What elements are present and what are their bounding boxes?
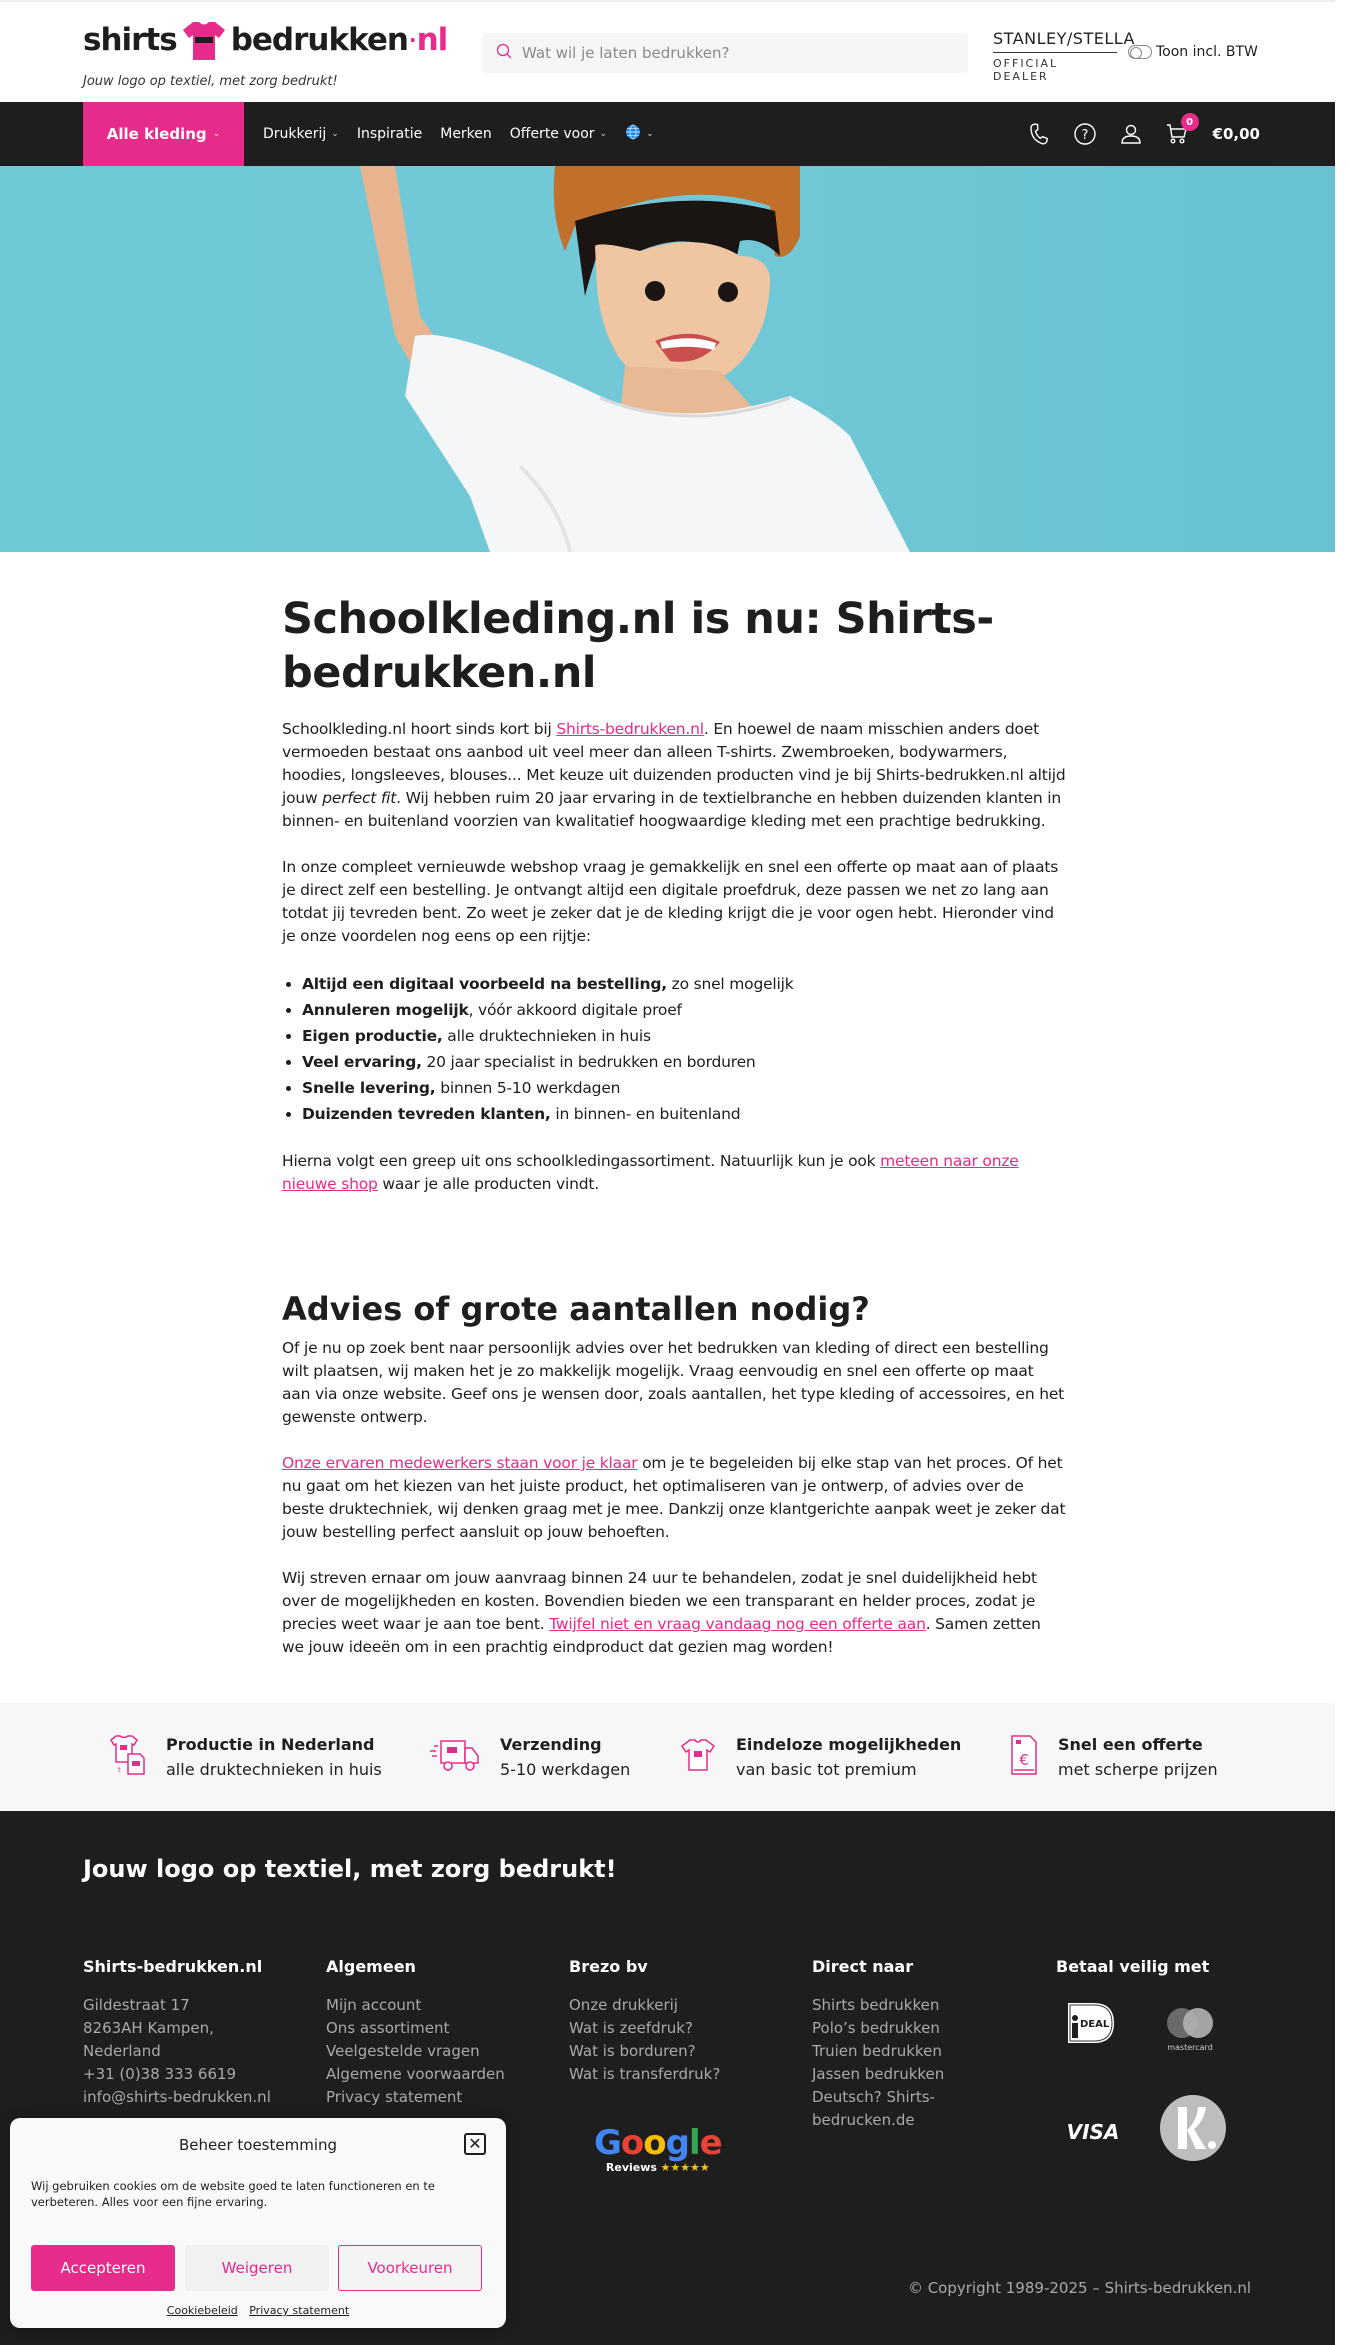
footer-column-direct — [812, 1957, 952, 2132]
usp-subtitle: van basic tot premium — [736, 1760, 917, 1779]
dealer-brand: STANLEY/STELLA — [993, 29, 1117, 53]
nav-item-label: Offerte voor — [509, 126, 595, 142]
text: Wij streven ernaar om jouw aanvraag binnen 24 uur te behandelen, zodat je snel duidelijkheid hebt over de mogelijkheden en kosten. Bovendien bieden we een transparant en helder proces, zodat je precies weet waar je aan toe bent. — [282, 1569, 1037, 1633]
stanley-stella-dealer-badge — [993, 29, 1135, 83]
page-title: Schoolkleding.nl is nu: Shirts-bedrukken.nl — [282, 594, 994, 698]
logo-text-tld: nl — [416, 22, 448, 58]
vat-toggle-label: Toon incl. BTW — [1156, 44, 1258, 60]
text: . En hoewel de naam misschien anders doet vermoeden bestaat ons aanbod uit veel meer dan alleen T-shirts. Zwembroeken, bodywarmers, hoodies, longsleeves, blouses... Met keuze uit duizenden producten vind je bij Shirts-bedrukken.nl altijd jouw — [282, 720, 1066, 807]
usp-possibilities — [680, 1735, 1010, 1779]
text: waar je alle producten vindt. — [377, 1175, 599, 1193]
phone-icon[interactable] — [1027, 122, 1051, 146]
usp-production — [110, 1734, 430, 1780]
accept-cookies-button[interactable]: Accepteren — [31, 2245, 175, 2291]
hero-child-illustration — [0, 166, 1335, 552]
footer-link[interactable]: Wat is transferdruk? — [569, 2065, 721, 2083]
main-content — [282, 552, 1066, 1659]
user-icon[interactable] — [1119, 122, 1143, 146]
shop-paragraph — [282, 1150, 1066, 1196]
benefit-title: Eigen productie, — [302, 1027, 443, 1045]
nav-language-selector[interactable] — [625, 124, 654, 144]
shirts-production-icon — [110, 1734, 146, 1780]
benefit-title: Altijd een digitaal voorbeeld na bestelling, — [302, 975, 667, 993]
text: . Wij hebben ruim 20 jaar ervaring in de textielbranche en hebben duizenden klanten in binnen- en buitenland voorzien van kwalitatief hoogwaardige kleding met een prachtige bedrukking. — [282, 789, 1062, 830]
svg-text:mastercard: mastercard — [1167, 2043, 1213, 2052]
euro-quote-icon — [1010, 1734, 1038, 1780]
benefit-title: Duizenden tevreden klanten, — [302, 1105, 551, 1123]
site-logo[interactable] — [83, 20, 447, 60]
footer-link[interactable]: Ons assortiment — [326, 2019, 450, 2037]
chevron-down-icon: ⌄ — [212, 129, 221, 139]
reviews-text: Reviews — [605, 2161, 657, 2174]
benefit-text: , vóór akkoord digitale proef — [468, 1001, 682, 1019]
logo-text-shirts: shirts — [83, 22, 177, 58]
logo-text-bedrukken: bedrukken — [230, 22, 408, 58]
nav-actions — [1027, 102, 1260, 166]
deny-cookies-button[interactable]: Weigeren — [185, 2245, 329, 2291]
usp-title: Snel een offerte — [1058, 1735, 1203, 1754]
footer-slogan: Jouw logo op textiel, met zorg bedrukt! — [83, 1855, 617, 1883]
footer-address-country: Nederland — [83, 2042, 161, 2060]
usp-subtitle: met scherpe prijzen — [1058, 1760, 1218, 1779]
benefit-item — [302, 1023, 1066, 1049]
usp-text — [1058, 1735, 1218, 1779]
copyright: © Copyright 1989-2025 – Shirts-bedrukken.nl — [907, 2279, 1251, 2297]
benefit-title: Annuleren mogelijk — [302, 1001, 469, 1019]
cart-total[interactable]: €0,00 — [1212, 125, 1260, 143]
google-logo: Google — [594, 2123, 722, 2163]
benefits-list — [282, 971, 1066, 1127]
cookie-policy-link[interactable]: Cookiebeleid — [166, 2304, 238, 2317]
tshirt-logo-icon — [181, 20, 227, 60]
usp-shipping — [430, 1735, 680, 1779]
cookie-dialog-links — [10, 2304, 506, 2317]
usp-text — [166, 1735, 382, 1779]
advice-paragraph-3 — [282, 1567, 1066, 1659]
footer-heading: Betaal veilig met — [1056, 1957, 1210, 1976]
nav-item-offerte-voor[interactable] — [510, 126, 607, 142]
footer-link[interactable]: Algemene voorwaarden — [326, 2065, 505, 2083]
delivery-truck-icon — [430, 1738, 480, 1776]
benefit-text: binnen 5-10 werkdagen — [435, 1079, 621, 1097]
request-quote-link[interactable]: Twijfel niet en vraag vandaag nog een offerte aan — [549, 1615, 926, 1633]
new-shop-link[interactable]: meteen naar onze nieuwe shop — [282, 1152, 1019, 1193]
benefit-text: alle druktechnieken in huis — [442, 1027, 651, 1045]
shirts-bedrukken-link[interactable]: Shirts-bedrukken.nl — [556, 720, 704, 738]
vat-toggle[interactable] — [1128, 44, 1258, 60]
text: om je te begeleiden bij elke stap van het proces. Of het nu gaat om het kiezen van het juiste product, het optimaliseren van je ontwerp, of advies over de beste druktechniek, wij denken graag met je mee. Dankzij onze klantgerichte aanpak weet je zeker dat jouw bestelling perfect aansluit op jouw behoeften. — [282, 1454, 1066, 1541]
footer-heading: Shirts-bedrukken.nl — [83, 1957, 263, 1976]
footer-heading: Algemeen — [326, 1957, 416, 1976]
cookie-dialog-title: Beheer toestemming — [178, 2136, 338, 2154]
footer-phone-link[interactable]: +31 (0)38 333 6619 — [83, 2065, 237, 2083]
benefit-item — [302, 1049, 1066, 1075]
google-reviews-label — [594, 2161, 722, 2174]
footer-link[interactable]: Wat is borduren? — [569, 2042, 696, 2060]
svg-text:?: ? — [1081, 128, 1088, 143]
footer-link[interactable]: Veelgestelde vragen — [326, 2042, 480, 2060]
text: Hierna volgt een greep uit ons schoolkledingassortiment. Natuurlijk kun je ook — [282, 1152, 881, 1170]
footer-link[interactable]: Truien bedrukken — [812, 2042, 942, 2060]
footer-column-payment — [1056, 1957, 1256, 1994]
benefit-text: zo snel mogelijk — [666, 975, 794, 993]
cookie-dialog-message: Wij gebruiken cookies om de website goed te laten functioneren en te verbeteren. Alles voor een fijne ervaring. — [31, 2179, 435, 2209]
nav-menu — [263, 102, 654, 166]
nav-all-clothing-label: Alle kleding — [106, 125, 207, 143]
ideal-logo-icon — [1064, 1999, 1118, 2051]
dealer-label: OFFICIAL DEALER — [993, 57, 1059, 83]
nav-all-clothing-button[interactable] — [83, 102, 244, 166]
footer-link[interactable]: Polo’s bedrukken — [812, 2019, 940, 2037]
footer-link[interactable]: Jassen bedrukken — [812, 2065, 945, 2083]
nav-item-label: Drukkerij — [263, 126, 327, 142]
footer-column-brezo — [569, 1957, 799, 2086]
footer-link[interactable]: Wat is zeefdruk? — [569, 2019, 693, 2037]
cookie-consent-dialog — [10, 2118, 506, 2328]
nav-item-label: Inspiratie — [356, 126, 423, 142]
footer-column-company — [83, 1957, 313, 2109]
nav-item-inspiratie[interactable] — [357, 126, 422, 142]
mastercard-logo-icon — [1158, 2005, 1222, 2057]
close-icon[interactable]: ✕ — [464, 2133, 486, 2155]
usp-subtitle: 5-10 werkdagen — [500, 1760, 631, 1779]
spacer — [282, 1219, 1066, 1289]
footer-address-street: Gildestraat 17 — [83, 1996, 190, 2014]
cart-count-badge: 0 — [1181, 113, 1199, 131]
emphasis: perfect fit — [322, 789, 397, 807]
usp-title: Eindeloze mogelijkheden — [736, 1735, 962, 1754]
benefit-item — [302, 971, 1066, 997]
privacy-statement-link[interactable]: Privacy statement — [249, 2304, 350, 2317]
footer-heading: Brezo bv — [569, 1957, 648, 1976]
main-nav — [0, 102, 1335, 166]
text: Schoolkleding.nl hoort sinds kort bij — [282, 720, 557, 738]
chevron-down-icon: ⌄ — [331, 129, 339, 139]
benefit-text: in binnen- en buitenland — [550, 1105, 741, 1123]
benefit-title: Snelle levering, — [302, 1079, 436, 1097]
klarna-logo-icon — [1158, 2093, 1228, 2167]
benefit-text: 20 jaar specialist in bedrukken en borduren — [421, 1053, 756, 1071]
help-icon[interactable] — [1073, 122, 1097, 146]
cookie-preferences-button[interactable]: Voorkeuren — [338, 2245, 482, 2291]
usp-title: Productie in Nederland — [166, 1735, 375, 1754]
advice-heading: Advies of grote aantallen nodig? — [282, 1290, 870, 1328]
visa-logo-icon — [1063, 2117, 1123, 2151]
nav-item-drukkerij[interactable] — [263, 126, 339, 142]
usp-title: Verzending — [500, 1735, 602, 1754]
chevron-down-icon: ⌄ — [646, 129, 654, 139]
cart-icon[interactable] — [1165, 116, 1194, 146]
search-icon[interactable] — [496, 43, 512, 63]
logo-dot: · — [408, 28, 416, 52]
toggle-switch-icon[interactable] — [1128, 45, 1152, 59]
footer-link[interactable]: Deutsch? Shirts-bedrucken.de — [812, 2088, 935, 2129]
footer-email-link[interactable]: info@shirts-bedrukken.nl — [83, 2088, 271, 2106]
benefit-item — [302, 997, 1066, 1023]
svg-text:t: t — [118, 1766, 121, 1774]
nav-item-label: Merken — [440, 126, 492, 142]
usp-text — [500, 1735, 630, 1779]
benefit-title: Veel ervaring, — [302, 1053, 422, 1071]
globe-icon — [625, 124, 641, 144]
footer-address-city: 8263AH Kampen, — [83, 2019, 214, 2037]
usp-subtitle: alle druktechnieken in huis — [166, 1760, 382, 1779]
search-input[interactable] — [522, 44, 942, 62]
nav-item-merken[interactable] — [440, 126, 492, 142]
staff-link[interactable]: Onze ervaren medewerkers staan voor je klaar — [282, 1454, 638, 1472]
benefit-item — [302, 1075, 1066, 1101]
svg-text:DEAL: DEAL — [1080, 2019, 1110, 2030]
webshop-paragraph: In onze compleet vernieuwde webshop vraag je gemakkelijk en snel een offerte op maat aan of plaats je direct zelf een bestelling. Je ontvangt altijd een digitale proefdruk, deze passen we net zo lang aan totdat jij tevreden bent. Zo weet je zeker dat je de kleding krijgt die je voor ogen hebt. Hieronder vind je onze voordelen nog eens op een rijtje: — [282, 858, 1059, 945]
footer-heading: Direct naar — [812, 1957, 914, 1976]
footer-link[interactable]: Privacy statement — [326, 2088, 463, 2106]
footer-column-general — [326, 1957, 556, 2109]
intro-paragraph — [282, 718, 1066, 833]
advice-paragraph-1: Of je nu op zoek bent naar persoonlijk advies over het bedrukken van kleding of direct een bestelling wilt plaatsen, wij maken het je zo makkelijk mogelijk. Vraag eenvoudig en snel een offerte op maat aan via onze website. Geef ons je wensen door, zoals aantallen, het type kleding of accessoires, en het gewenste ontwerp. — [282, 1339, 1065, 1426]
google-reviews-badge[interactable] — [594, 2123, 722, 2174]
search-bar[interactable] — [482, 33, 968, 73]
svg-text:€: € — [1019, 1751, 1029, 1769]
hero-image — [0, 166, 1335, 552]
svg-text:VISA: VISA — [1066, 2120, 1120, 2144]
text: . Samen zetten we jouw ideeën om in een prachtig eindproduct dat gezien mag worden! — [282, 1615, 1041, 1656]
tagline: Jouw logo op textiel, met zorg bedrukt! — [83, 74, 338, 89]
footer-link[interactable]: Shirts bedrukken — [812, 1996, 940, 2014]
site-header — [0, 2, 1335, 102]
usp-bar — [0, 1703, 1335, 1811]
chevron-down-icon: ⌄ — [599, 129, 608, 139]
tshirt-icon — [680, 1738, 716, 1776]
star-rating-icon: ★★★★★ — [660, 2161, 710, 2174]
benefit-item — [302, 1101, 1066, 1127]
advice-paragraph-2 — [282, 1452, 1066, 1544]
footer-link[interactable]: Mijn account — [326, 1996, 422, 2014]
usp-text — [736, 1735, 961, 1779]
footer-link[interactable]: Onze drukkerij — [569, 1996, 678, 2014]
usp-quote — [1010, 1734, 1270, 1780]
